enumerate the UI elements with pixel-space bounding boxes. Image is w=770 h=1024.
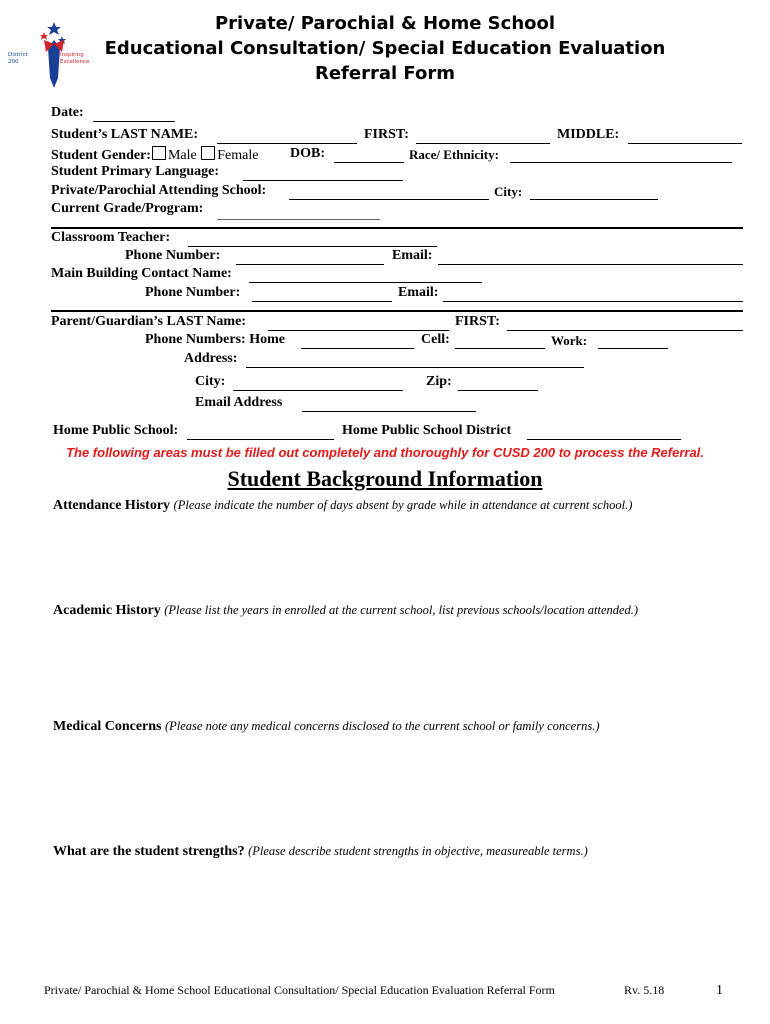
- contact-email-field[interactable]: [443, 301, 743, 302]
- cell-phone-field[interactable]: [455, 348, 545, 349]
- email-address-label: Email Address: [195, 395, 283, 410]
- section-divider-2: [51, 310, 743, 312]
- attendance-history-area[interactable]: [53, 520, 743, 600]
- student-last-name-field[interactable]: [217, 143, 357, 144]
- student-gender-label: Student Gender:: [51, 148, 151, 163]
- address-label: Address:: [184, 351, 238, 366]
- home-phone-field[interactable]: [301, 348, 414, 349]
- attendance-history-label: Attendance History: [53, 498, 171, 513]
- home-phone-label: Phone Numbers: Home: [145, 332, 285, 347]
- footer-form-name: Private/ Parochial & Home School Educational Consultation/ Special Education Evaluation Referral Form: [44, 983, 555, 997]
- medical-concerns-note: (Please note any medical concerns disclosed to the current school or family concerns.): [164, 719, 600, 733]
- male-checkbox[interactable]: [152, 146, 166, 160]
- race-field[interactable]: [510, 162, 732, 163]
- home-district-label: Home Public School District: [342, 423, 512, 438]
- attendance-history-note: (Please indicate the number of days absent by grade while in attendance at current school.): [173, 498, 633, 512]
- current-grade-label: Current Grade/Program:: [51, 201, 204, 216]
- dob-field[interactable]: [334, 162, 404, 163]
- race-label: Race/ Ethnicity:: [409, 147, 499, 162]
- teacher-email-field[interactable]: [438, 264, 743, 265]
- school-city-label: City:: [494, 184, 523, 199]
- title-line-2: Educational Consultation/ Special Education Evaluation: [104, 38, 666, 59]
- home-public-school-field[interactable]: [187, 439, 334, 440]
- zip-label: Zip:: [426, 374, 452, 389]
- student-middle-label: MIDDLE:: [557, 127, 620, 142]
- work-phone-label: Work:: [551, 333, 588, 348]
- student-strengths: [53, 844, 588, 860]
- building-contact-field[interactable]: [249, 282, 482, 283]
- footer-revision: Rv. 5.18: [624, 983, 665, 997]
- attending-school-label: Private/Parochial Attending School:: [51, 183, 267, 198]
- student-strengths-note: (Please describe student strengths in objective, measureable terms.): [248, 844, 588, 858]
- background-section-title: Student Background Information: [227, 466, 543, 491]
- cell-phone-label: Cell:: [421, 332, 450, 347]
- parent-last-name-field[interactable]: [268, 330, 449, 331]
- work-phone-field[interactable]: [598, 348, 668, 349]
- section-divider-1: [51, 227, 743, 229]
- logo-right-text: Inspiring Excellence: [60, 52, 90, 65]
- date-label: Date:: [51, 105, 84, 120]
- medical-concerns-label: Medical Concerns: [53, 719, 162, 734]
- zip-field[interactable]: [458, 390, 538, 391]
- academic-history-label: Academic History: [53, 603, 161, 618]
- contact-email-label: Email:: [398, 285, 439, 300]
- building-contact-label: Main Building Contact Name:: [51, 266, 232, 281]
- medical-concerns-area[interactable]: [53, 741, 743, 836]
- attending-school-field[interactable]: [289, 199, 489, 200]
- classroom-teacher-field[interactable]: [188, 246, 437, 247]
- primary-language-field[interactable]: [243, 180, 403, 181]
- female-checkbox[interactable]: [201, 146, 215, 160]
- contact-phone-field[interactable]: [252, 301, 392, 302]
- student-first-label: FIRST:: [364, 127, 409, 142]
- email-address-field[interactable]: [302, 411, 476, 412]
- title-line-3: Referral Form: [314, 63, 455, 84]
- teacher-phone-field[interactable]: [236, 264, 384, 265]
- parent-first-label: FIRST:: [455, 314, 500, 329]
- home-district-field[interactable]: [527, 439, 681, 440]
- attendance-history: [53, 498, 632, 514]
- parent-first-field[interactable]: [507, 330, 743, 331]
- parent-city-label: City:: [195, 374, 226, 389]
- home-public-school-label: Home Public School:: [53, 423, 179, 438]
- male-label: Male: [167, 148, 197, 163]
- student-first-field[interactable]: [416, 143, 550, 144]
- page-number: 1: [716, 983, 723, 998]
- address-field[interactable]: [246, 367, 584, 368]
- academic-history-area[interactable]: [53, 625, 743, 715]
- classroom-teacher-label: Classroom Teacher:: [51, 230, 171, 245]
- teacher-phone-label: Phone Number:: [125, 248, 221, 263]
- student-middle-field[interactable]: [628, 143, 742, 144]
- school-city-field[interactable]: [530, 199, 658, 200]
- student-strengths-area[interactable]: [53, 866, 743, 966]
- student-strengths-label: What are the student strengths?: [53, 844, 245, 859]
- academic-history: [53, 603, 638, 619]
- parent-last-name-label: Parent/Guardian’s LAST Name:: [51, 314, 246, 329]
- parent-city-field[interactable]: [233, 390, 403, 391]
- dob-label: DOB:: [290, 146, 325, 161]
- date-field[interactable]: [93, 121, 175, 122]
- logo-left-text: District 200: [8, 52, 28, 65]
- academic-history-note: (Please list the years in enrolled at the current school, list previous schools/location attended.): [164, 603, 639, 617]
- current-grade-field[interactable]: [217, 219, 380, 220]
- title-line-1: Private/ Parochial & Home School: [214, 13, 556, 34]
- primary-language-label: Student Primary Language:: [51, 164, 219, 179]
- contact-phone-label: Phone Number:: [145, 285, 241, 300]
- medical-concerns: [53, 719, 599, 735]
- student-last-name-label: Student’s LAST NAME:: [51, 127, 199, 142]
- required-warning: The following areas must be filled out completely and thoroughly for CUSD 200 to process the Referral.: [66, 445, 704, 460]
- teacher-email-label: Email:: [392, 248, 433, 263]
- female-label: Female: [217, 148, 259, 163]
- student-gender-row: [51, 146, 258, 164]
